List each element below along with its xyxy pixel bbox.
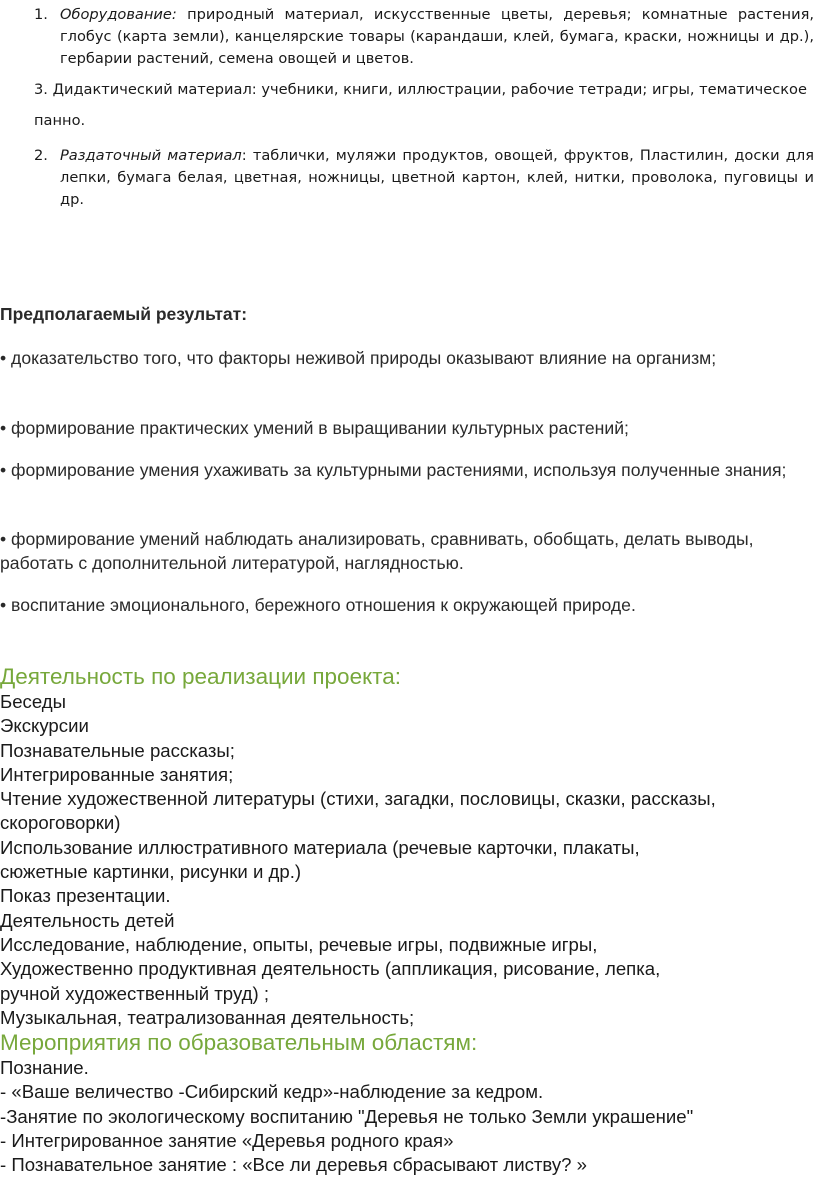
list-item: - «Ваше величество -Сибирский кедр»-наблюдение за кедром. [0,1081,544,1103]
list-item: ручной художественный труд) ; [0,982,269,1004]
list-item-equipment [34,4,814,70]
list-item: Беседы [0,691,66,712]
list-item: Художественно продуктивная деятельность (аппликация, рисование, лепка, [0,958,661,980]
list-item-label: Оборудование: [60,6,177,23]
list-item: Познание. [0,1057,89,1078]
didactic-materials-paragraph: 3. Дидактический материал: учебники, книги, иллюстрации, рабочие тетради; игры, тематическое панно. [34,81,807,129]
bullet-item: • формирование умения ухаживать за культурными растениями, используя полученные знания; [0,460,787,480]
list-item: Интегрированные занятия; [0,763,234,785]
list-item: Деятельность детей [0,909,175,931]
list-item: Показ презентации. [0,885,171,907]
list-item: Экскурсии [0,715,89,737]
section-heading: Предполагаемый результат: [0,304,248,324]
bullet-item: • воспитание эмоционального, бережного отношения к окружающей природе. [0,595,636,615]
list-item-body: : таблички, муляжи продуктов, овощей, фруктов, Пластилин, доски для лепки, бумага белая, цветная, ножницы, цветной картон, клей, нитки, проволока, пуговицы и др. [60,147,814,208]
list-item-text [60,4,814,70]
list-number: 2. [34,147,48,164]
section-heading: Деятельность по реализации проекта: [0,664,402,689]
list-item: Музыкальная, театрализованная деятельность; [0,1006,415,1028]
bullet-item: • доказательство того, что факторы неживой природы оказывают влияние на организм; [0,348,717,368]
list-item: - Интегрированное занятие «Деревья родного края» [0,1129,454,1151]
list-number: 1. [34,6,48,23]
list-item: Чтение художественной литературы (стихи, загадки, пословицы, сказки, рассказы, [0,788,716,810]
list-item: - Познавательное занятие : «Все ли деревья сбрасывают листву? » [0,1154,588,1176]
events-list [0,1056,816,1177]
list-item-body: природный материал, искусственные цветы, деревья; комнатные растения, глобус (карта земли), канцелярские товары (карандаши, клей, бумага, краски, ножницы и др.), гербарии растений, семена овощей и цветов. [60,6,814,67]
list-item: Исследование, наблюдение, опыты, речевые игры, подвижные игры, [0,933,598,955]
list-item-handouts [34,145,814,211]
section-heading: Мероприятия по образовательным областям: [0,1030,478,1055]
list-item: Познавательные рассказы; [0,739,235,761]
bullet-item: • формирование умений наблюдать анализировать, сравнивать, обобщать, делать выводы, работать с дополнительной литературой, наглядностью. [0,529,754,573]
list-item: Использование иллюстративного материала (речевые карточки, плакаты, [0,836,640,858]
list-item: скороговорки) [0,812,121,834]
bullet-item: • формирование практических умений в выращивании культурных растений; [0,418,629,438]
list-item: -Занятие по экологическому воспитанию "Деревья не только Земли украшение" [0,1105,694,1127]
list-item: сюжетные картинки, рисунки и др.) [0,861,302,883]
list-item-label: Раздаточный материал [60,147,242,164]
activities-list [0,690,816,1030]
list-item-text [60,145,814,211]
